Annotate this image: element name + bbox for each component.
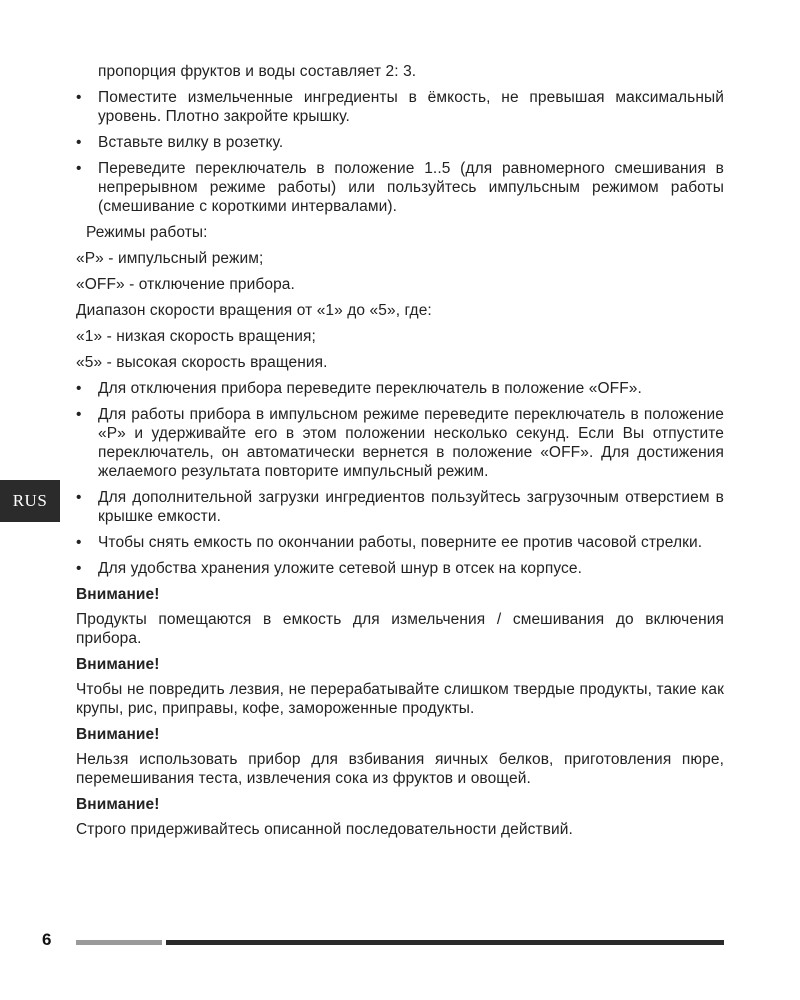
speed-high: «5» - высокая скорость вращения. — [76, 354, 328, 371]
list-item-text: Для отключения прибора переведите переключатель в положение «OFF». — [98, 380, 642, 397]
speed-range: Диапазон скорости вращения от «1» до «5», где: — [76, 302, 432, 319]
warning-text: Строго придерживайтесь описанной последовательности действий. — [76, 821, 573, 838]
warning-text: Нельзя использовать прибор для взбивания яичных белков, приготовления пюре, перемешивания теста, извлечения сока из фруктов и овощей. — [76, 751, 724, 787]
list-item-text: Чтобы снять емкость по окончании работы, поверните ее против часовой стрелки. — [98, 534, 703, 551]
list-item — [76, 533, 724, 552]
list-item-text: Для работы прибора в импульсном режиме переведите переключатель в положение «P» и удерживайте его в этом положении несколько секунд. Если Вы отпустите переключатель, он автоматически вернется в положение «OFF». Для достижения желаемого результата повторите импульсный режим. — [98, 406, 724, 480]
modes-heading: Режимы работы: — [86, 224, 208, 241]
bullet-marker: • — [76, 160, 82, 177]
list-item-text: Для дополнительной загрузки ингредиентов пользуйтесь загрузочным отверстием в крышке емкости. — [98, 489, 724, 525]
warning-title: Внимание! — [76, 656, 160, 673]
list-item — [76, 159, 724, 216]
list-item — [76, 88, 724, 126]
page-number: 6 — [42, 930, 52, 949]
warning-text: Продукты помещаются в емкость для измельчения / смешивания до включения прибора. — [76, 611, 724, 647]
list-item-text: Вставьте вилку в розетку. — [98, 134, 284, 151]
paragraph-fruit-water-ratio: пропорция фруктов и воды составляет 2: 3. — [98, 63, 417, 80]
language-tab: RUS — [0, 480, 60, 522]
mode-pulse: «P» - импульсный режим; — [76, 250, 264, 267]
list-item — [76, 559, 724, 578]
bullet-marker: • — [76, 134, 82, 151]
page-body — [76, 62, 724, 846]
footer-divider-light — [76, 940, 162, 945]
list-item-text: Переведите переключатель в положение 1..5 (для равномерного смешивания в непрерывном режиме работы) или пользуйтесь импульсным режимом работы (смешивание с короткими интервалами). — [98, 160, 724, 215]
bullet-marker: • — [76, 406, 82, 423]
mode-off: «OFF» - отключение прибора. — [76, 276, 295, 293]
warning-text: Чтобы не повредить лезвия, не перерабатывайте слишком твердые продукты, такие как крупы, рис, приправы, кофе, замороженные продукты. — [76, 681, 724, 717]
bullet-marker: • — [76, 380, 82, 397]
list-item — [76, 488, 724, 526]
bullet-marker: • — [76, 89, 82, 106]
bullet-marker: • — [76, 560, 82, 577]
list-item — [76, 133, 724, 152]
speed-low: «1» - низкая скорость вращения; — [76, 328, 316, 345]
bullet-marker: • — [76, 534, 82, 551]
warning-title: Внимание! — [76, 726, 160, 743]
list-item-text: Для удобства хранения уложите сетевой шнур в отсек на корпусе. — [98, 560, 582, 577]
warning-title: Внимание! — [76, 586, 160, 603]
footer-divider-dark — [166, 940, 724, 945]
list-item — [76, 379, 724, 398]
list-item — [76, 405, 724, 481]
list-item-text: Поместите измельченные ингредиенты в ёмкость, не превышая максимальный уровень. Плотно закройте крышку. — [98, 89, 724, 125]
warning-title: Внимание! — [76, 796, 160, 813]
bullet-marker: • — [76, 489, 82, 506]
